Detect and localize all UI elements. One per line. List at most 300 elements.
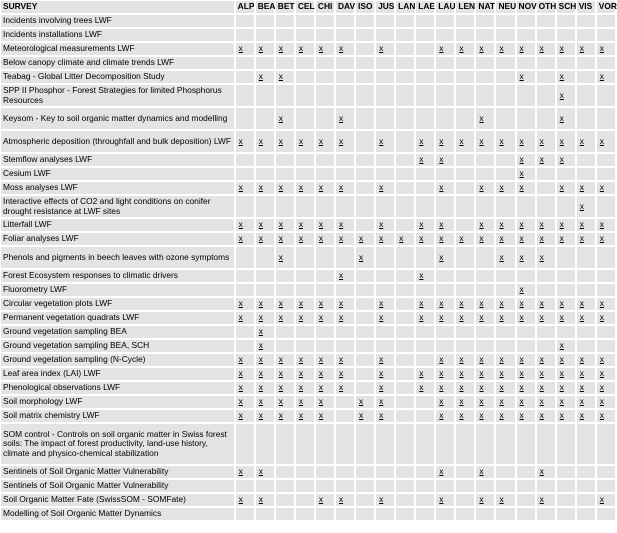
survey-name-cell[interactable]: Fluorometry LWF (1, 284, 234, 296)
mark-cell-vis[interactable]: x (577, 312, 595, 324)
mark-cell-dav (336, 168, 354, 180)
mark-cell-sch[interactable]: x (557, 312, 575, 324)
mark-cell-vor[interactable]: x (597, 396, 615, 408)
mark-cell-oth[interactable]: x (537, 298, 555, 310)
survey-name-cell[interactable]: Incidents involving trees LWF (1, 15, 234, 27)
survey-name-cell[interactable]: Incidents installations LWF (1, 29, 234, 41)
mark-cell-nat[interactable]: x (476, 382, 494, 394)
mark-cell-alp[interactable]: x (236, 410, 254, 422)
mark-cell-lan[interactable]: x (396, 233, 414, 245)
mark-cell-len[interactable]: x (456, 233, 474, 245)
mark-cell-len[interactable]: x (456, 382, 474, 394)
mark-cell-dav[interactable]: x (336, 131, 354, 152)
mark-cell-oth[interactable]: x (537, 247, 555, 268)
mark-cell-jus[interactable]: x (376, 354, 394, 366)
mark-cell-neu[interactable]: x (496, 247, 514, 268)
mark-cell-nov[interactable]: x (517, 284, 535, 296)
mark-cell-len (456, 494, 474, 506)
mark-cell-bet[interactable]: x (276, 396, 294, 408)
mark-cell-sch[interactable]: x (557, 154, 575, 166)
mark-cell-neu[interactable]: x (496, 354, 514, 366)
mark-cell-sch[interactable]: x (557, 354, 575, 366)
survey-name-cell[interactable]: Below canopy climate and climate trends LWF (1, 57, 234, 69)
mark-cell-nat[interactable]: x (476, 494, 494, 506)
mark-cell-vor[interactable]: x (597, 494, 615, 506)
mark-cell-vis[interactable]: x (577, 410, 595, 422)
survey-name-cell[interactable]: Forest Ecosystem responses to climatic drivers (1, 270, 234, 282)
mark-cell-nov[interactable]: x (517, 154, 535, 166)
mark-cell-bea[interactable]: x (256, 410, 274, 422)
mark-cell-len[interactable]: x (456, 354, 474, 366)
mark-cell-alp[interactable]: x (236, 312, 254, 324)
mark-cell-oth[interactable]: x (537, 410, 555, 422)
mark-cell-len (456, 480, 474, 492)
mark-cell-iso[interactable]: x (356, 410, 374, 422)
mark-cell-sch[interactable]: x (557, 182, 575, 194)
mark-cell-bea[interactable]: x (256, 233, 274, 245)
mark-cell-nov[interactable]: x (517, 354, 535, 366)
survey-name-cell[interactable]: Teabag - Global Litter Decomposition Study (1, 71, 234, 83)
mark-cell-sch (557, 508, 575, 520)
survey-name-cell[interactable]: Moss analyses LWF (1, 182, 234, 194)
mark-cell-oth[interactable]: x (537, 466, 555, 478)
survey-name-cell[interactable]: Modelling of Soil Organic Matter Dynamics (1, 508, 234, 520)
survey-name-cell[interactable]: Foliar analyses LWF (1, 233, 234, 245)
mark-cell-cel[interactable]: x (296, 43, 314, 55)
mark-cell-oth[interactable]: x (537, 396, 555, 408)
survey-name-cell[interactable]: Phenols and pigments in beech leaves with ozone symptoms (1, 247, 234, 268)
mark-cell-lae[interactable]: x (416, 154, 434, 166)
mark-cell-nat (476, 284, 494, 296)
mark-cell-bea[interactable]: x (256, 396, 274, 408)
mark-cell-nat[interactable]: x (476, 298, 494, 310)
mark-cell-neu[interactable]: x (496, 494, 514, 506)
mark-cell-vis[interactable]: x (577, 131, 595, 152)
mark-cell-nat[interactable]: x (476, 131, 494, 152)
mark-cell-nat[interactable]: x (476, 182, 494, 194)
mark-cell-alp[interactable]: x (236, 233, 254, 245)
mark-cell-len[interactable]: x (456, 410, 474, 422)
mark-cell-bet[interactable]: x (276, 131, 294, 152)
mark-cell-neu (496, 424, 514, 464)
mark-cell-chi[interactable]: x (316, 494, 334, 506)
mark-cell-bea[interactable]: x (256, 354, 274, 366)
mark-cell-chi[interactable]: x (316, 219, 334, 231)
mark-cell-lau[interactable]: x (436, 466, 454, 478)
mark-cell-neu[interactable]: x (496, 131, 514, 152)
survey-name-cell[interactable]: Ground vegetation sampling (N-Cycle) (1, 354, 234, 366)
mark-cell-jus[interactable]: x (376, 312, 394, 324)
mark-cell-neu[interactable]: x (496, 368, 514, 380)
mark-cell-len (456, 270, 474, 282)
mark-cell-nov[interactable]: x (517, 182, 535, 194)
mark-cell-lau[interactable]: x (436, 382, 454, 394)
survey-name-cell[interactable]: Atmospheric deposition (throughfall and bulk deposition) LWF (1, 131, 234, 152)
mark-cell-jus[interactable]: x (376, 410, 394, 422)
mark-cell-jus[interactable]: x (376, 233, 394, 245)
mark-cell-vor[interactable]: x (597, 298, 615, 310)
mark-cell-sch[interactable]: x (557, 71, 575, 83)
mark-cell-sch[interactable]: x (557, 43, 575, 55)
mark-cell-chi[interactable]: x (316, 382, 334, 394)
mark-cell-lau[interactable]: x (436, 154, 454, 166)
mark-cell-vis[interactable]: x (577, 233, 595, 245)
mark-cell-dav[interactable]: x (336, 494, 354, 506)
mark-cell-nov[interactable]: x (517, 312, 535, 324)
mark-cell-neu[interactable]: x (496, 43, 514, 55)
mark-cell-neu[interactable]: x (496, 382, 514, 394)
mark-cell-vor[interactable]: x (597, 382, 615, 394)
mark-cell-chi (316, 85, 334, 106)
mark-cell-lae (416, 466, 434, 478)
mark-cell-alp[interactable]: x (236, 298, 254, 310)
mark-cell-chi (316, 284, 334, 296)
mark-cell-vor[interactable]: x (597, 43, 615, 55)
mark-cell-iso[interactable]: x (356, 247, 374, 268)
mark-cell-nat[interactable]: x (476, 43, 494, 55)
mark-cell-alp[interactable]: x (236, 131, 254, 152)
mark-cell-bet[interactable]: x (276, 298, 294, 310)
mark-cell-neu[interactable]: x (496, 312, 514, 324)
mark-cell-nov[interactable]: x (517, 168, 535, 180)
mark-cell-oth[interactable]: x (537, 131, 555, 152)
mark-cell-nat[interactable]: x (476, 354, 494, 366)
mark-cell-sch[interactable]: x (557, 233, 575, 245)
survey-name-cell[interactable]: Litterfall LWF (1, 219, 234, 231)
mark-cell-bet[interactable]: x (276, 247, 294, 268)
mark-cell-vis[interactable]: x (577, 43, 595, 55)
mark-cell-vis[interactable]: x (577, 382, 595, 394)
mark-cell-lae[interactable]: x (416, 312, 434, 324)
survey-name-cell[interactable]: Interactive effects of CO2 and light conditions on conifer drought resistance at LWF sites (1, 196, 234, 217)
mark-cell-cel[interactable]: x (296, 298, 314, 310)
mark-cell-bea[interactable]: x (256, 182, 274, 194)
mark-cell-neu[interactable]: x (496, 233, 514, 245)
survey-name-cell[interactable]: Cesium LWF (1, 168, 234, 180)
mark-cell-sch[interactable]: x (557, 340, 575, 352)
mark-cell-chi[interactable]: x (316, 182, 334, 194)
mark-cell-neu[interactable]: x (496, 410, 514, 422)
mark-cell-len[interactable]: x (456, 298, 474, 310)
survey-name-cell[interactable]: Leaf area index (LAI) LWF (1, 368, 234, 380)
mark-cell-lae[interactable]: x (416, 368, 434, 380)
survey-name-cell[interactable]: SOM control - Controls on soil organic matter in Swiss forest soils: The impact of forest productivity, land-use history, climate and physico-chemical stabilization (1, 424, 234, 464)
mark-cell-jus[interactable]: x (376, 131, 394, 152)
mark-cell-dav[interactable]: x (336, 354, 354, 366)
mark-cell-dav[interactable]: x (336, 368, 354, 380)
mark-cell-cel[interactable]: x (296, 312, 314, 324)
mark-cell-dav[interactable]: x (336, 108, 354, 129)
mark-cell-bet[interactable]: x (276, 382, 294, 394)
mark-cell-lau[interactable]: x (436, 354, 454, 366)
mark-cell-oth[interactable]: x (537, 312, 555, 324)
mark-cell-len[interactable]: x (456, 396, 474, 408)
mark-cell-oth[interactable]: x (537, 354, 555, 366)
mark-cell-jus (376, 508, 394, 520)
mark-cell-alp[interactable]: x (236, 43, 254, 55)
mark-cell-cel[interactable]: x (296, 182, 314, 194)
mark-cell-lau[interactable]: x (436, 233, 454, 245)
mark-cell-chi[interactable]: x (316, 233, 334, 245)
mark-cell-chi[interactable]: x (316, 410, 334, 422)
mark-cell-lae[interactable]: x (416, 382, 434, 394)
mark-cell-vor[interactable]: x (597, 312, 615, 324)
mark-cell-dav[interactable]: x (336, 312, 354, 324)
table-row (1, 168, 615, 180)
mark-cell-neu[interactable]: x (496, 298, 514, 310)
mark-cell-dav[interactable]: x (336, 233, 354, 245)
mark-cell-lau[interactable]: x (436, 312, 454, 324)
mark-cell-lae[interactable]: x (416, 270, 434, 282)
mark-cell-chi[interactable]: x (316, 312, 334, 324)
mark-cell-bet[interactable]: x (276, 410, 294, 422)
mark-cell-oth[interactable]: x (537, 382, 555, 394)
mark-cell-bea[interactable]: x (256, 368, 274, 380)
mark-cell-oth[interactable]: x (537, 494, 555, 506)
survey-name-cell[interactable]: Soil matrix chemistry LWF (1, 410, 234, 422)
mark-cell-cel[interactable]: x (296, 410, 314, 422)
mark-cell-lau[interactable]: x (436, 43, 454, 55)
mark-cell-oth[interactable]: x (537, 219, 555, 231)
mark-cell-lae[interactable]: x (416, 131, 434, 152)
mark-cell-nov[interactable]: x (517, 298, 535, 310)
mark-cell-neu[interactable]: x (496, 396, 514, 408)
mark-cell-vor[interactable]: x (597, 71, 615, 83)
mark-cell-bea (256, 108, 274, 129)
mark-cell-alp[interactable]: x (236, 466, 254, 478)
mark-cell-oth[interactable]: x (537, 233, 555, 245)
mark-cell-nat[interactable]: x (476, 368, 494, 380)
mark-cell-sch[interactable]: x (557, 298, 575, 310)
mark-cell-len[interactable]: x (456, 43, 474, 55)
mark-cell-chi[interactable]: x (316, 354, 334, 366)
mark-cell-nov[interactable]: x (517, 382, 535, 394)
mark-cell-vis[interactable]: x (577, 368, 595, 380)
mark-cell-chi[interactable]: x (316, 368, 334, 380)
mark-cell-vor[interactable]: x (597, 410, 615, 422)
mark-cell-nat[interactable]: x (476, 312, 494, 324)
mark-cell-nov[interactable]: x (517, 410, 535, 422)
mark-cell-bea[interactable]: x (256, 340, 274, 352)
mark-cell-sch[interactable]: x (557, 219, 575, 231)
mark-cell-dav[interactable]: x (336, 182, 354, 194)
mark-cell-lae[interactable]: x (416, 219, 434, 231)
survey-name-cell[interactable]: Sentinels of Soil Organic Matter Vulnerability (1, 466, 234, 478)
mark-cell-neu[interactable]: x (496, 182, 514, 194)
mark-cell-bet[interactable]: x (276, 108, 294, 129)
mark-cell-vor[interactable]: x (597, 233, 615, 245)
mark-cell-nat[interactable]: x (476, 466, 494, 478)
mark-cell-vor[interactable]: x (597, 182, 615, 194)
mark-cell-bet[interactable]: x (276, 182, 294, 194)
mark-cell-bea[interactable]: x (256, 466, 274, 478)
mark-cell-lau[interactable]: x (436, 396, 454, 408)
survey-name-cell[interactable]: Ground vegetation sampling BEA (1, 326, 234, 338)
mark-cell-cel[interactable]: x (296, 233, 314, 245)
mark-cell-sch (557, 326, 575, 338)
mark-cell-lau[interactable]: x (436, 368, 454, 380)
mark-cell-lan (396, 196, 414, 217)
mark-cell-lau[interactable]: x (436, 131, 454, 152)
mark-cell-jus[interactable]: x (376, 368, 394, 380)
mark-cell-oth[interactable]: x (537, 43, 555, 55)
mark-cell-lae[interactable]: x (416, 298, 434, 310)
mark-cell-cel (296, 57, 314, 69)
mark-cell-oth[interactable]: x (537, 154, 555, 166)
mark-cell-cel[interactable]: x (296, 396, 314, 408)
mark-cell-jus[interactable]: x (376, 382, 394, 394)
mark-cell-bea[interactable]: x (256, 298, 274, 310)
mark-cell-bea[interactable]: x (256, 494, 274, 506)
mark-cell-alp[interactable]: x (236, 382, 254, 394)
mark-cell-sch[interactable]: x (557, 382, 575, 394)
mark-cell-vis[interactable]: x (577, 219, 595, 231)
mark-cell-cel[interactable]: x (296, 382, 314, 394)
mark-cell-neu[interactable]: x (496, 219, 514, 231)
survey-name-cell[interactable]: Soil Organic Matter Fate (SwissSOM - SOMFate) (1, 494, 234, 506)
mark-cell-nov[interactable]: x (517, 71, 535, 83)
mark-cell-lau (436, 270, 454, 282)
mark-cell-lan (396, 284, 414, 296)
mark-cell-lau[interactable]: x (436, 247, 454, 268)
mark-cell-nov (517, 57, 535, 69)
mark-cell-len[interactable]: x (456, 368, 474, 380)
mark-cell-len[interactable]: x (456, 312, 474, 324)
mark-cell-sch[interactable]: x (557, 131, 575, 152)
mark-cell-len (456, 57, 474, 69)
mark-cell-jus[interactable]: x (376, 396, 394, 408)
mark-cell-cel[interactable]: x (296, 219, 314, 231)
mark-cell-sch[interactable]: x (557, 368, 575, 380)
survey-name-cell[interactable]: SPP II Phosphor - Forest Strategies for limited Phosphorus Resources (1, 85, 234, 106)
mark-cell-sch[interactable]: x (557, 410, 575, 422)
mark-cell-bea[interactable]: x (256, 312, 274, 324)
mark-cell-iso[interactable]: x (356, 233, 374, 245)
mark-cell-bea[interactable]: x (256, 382, 274, 394)
mark-cell-bet[interactable]: x (276, 354, 294, 366)
mark-cell-dav (336, 57, 354, 69)
survey-name-cell[interactable]: Phenological observations LWF (1, 382, 234, 394)
mark-cell-nov[interactable]: x (517, 219, 535, 231)
mark-cell-sch[interactable]: x (557, 85, 575, 106)
mark-cell-dav[interactable]: x (336, 43, 354, 55)
mark-cell-vor[interactable]: x (597, 368, 615, 380)
mark-cell-nat[interactable]: x (476, 410, 494, 422)
mark-cell-jus[interactable]: x (376, 494, 394, 506)
mark-cell-cel[interactable]: x (296, 131, 314, 152)
mark-cell-oth[interactable]: x (537, 368, 555, 380)
mark-cell-sch[interactable]: x (557, 108, 575, 129)
mark-cell-lau[interactable]: x (436, 494, 454, 506)
mark-cell-jus[interactable]: x (376, 298, 394, 310)
mark-cell-vis[interactable]: x (577, 396, 595, 408)
survey-name-cell[interactable]: Stemflow analyses LWF (1, 154, 234, 166)
mark-cell-lae (416, 326, 434, 338)
mark-cell-sch[interactable]: x (557, 396, 575, 408)
mark-cell-nat[interactable]: x (476, 233, 494, 245)
mark-cell-iso[interactable]: x (356, 396, 374, 408)
survey-name-cell[interactable]: Circular vegetation plots LWF (1, 298, 234, 310)
mark-cell-alp[interactable]: x (236, 354, 254, 366)
mark-cell-bet[interactable]: x (276, 43, 294, 55)
mark-cell-lau[interactable]: x (436, 298, 454, 310)
mark-cell-bet[interactable]: x (276, 71, 294, 83)
mark-cell-nov[interactable]: x (517, 43, 535, 55)
survey-name-cell[interactable]: Meteorological measurements LWF (1, 43, 234, 55)
mark-cell-jus[interactable]: x (376, 182, 394, 194)
mark-cell-nov (517, 466, 535, 478)
mark-cell-nov[interactable]: x (517, 368, 535, 380)
mark-cell-nat[interactable]: x (476, 108, 494, 129)
survey-name-cell[interactable]: Keysom - Key to soil organic matter dynamics and modelling (1, 108, 234, 129)
mark-cell-bet[interactable]: x (276, 312, 294, 324)
survey-name-cell[interactable]: Sentinels of Soil Organic Matter Vulnerability (1, 480, 234, 492)
mark-cell-nat[interactable]: x (476, 219, 494, 231)
mark-cell-vor[interactable]: x (597, 219, 615, 231)
mark-cell-chi[interactable]: x (316, 43, 334, 55)
mark-cell-vis[interactable]: x (577, 196, 595, 217)
mark-cell-nov[interactable]: x (517, 131, 535, 152)
mark-cell-bea[interactable]: x (256, 43, 274, 55)
mark-cell-bea[interactable]: x (256, 326, 274, 338)
mark-cell-nov[interactable]: x (517, 396, 535, 408)
survey-name-cell[interactable]: Soil morphology LWF (1, 396, 234, 408)
mark-cell-alp[interactable]: x (236, 219, 254, 231)
mark-cell-nov[interactable]: x (517, 233, 535, 245)
mark-cell-bea[interactable]: x (256, 71, 274, 83)
mark-cell-lau[interactable]: x (436, 182, 454, 194)
mark-cell-vis[interactable]: x (577, 182, 595, 194)
mark-cell-vis[interactable]: x (577, 298, 595, 310)
mark-cell-alp[interactable]: x (236, 494, 254, 506)
mark-cell-bet[interactable]: x (276, 219, 294, 231)
mark-cell-cel[interactable]: x (296, 368, 314, 380)
mark-cell-nat (476, 15, 494, 27)
mark-cell-chi[interactable]: x (316, 298, 334, 310)
mark-cell-dav[interactable]: x (336, 270, 354, 282)
mark-cell-vor[interactable]: x (597, 354, 615, 366)
mark-cell-dav[interactable]: x (336, 219, 354, 231)
mark-cell-lae (416, 410, 434, 422)
mark-cell-alp[interactable]: x (236, 396, 254, 408)
mark-cell-lau[interactable]: x (436, 410, 454, 422)
mark-cell-vis[interactable]: x (577, 354, 595, 366)
mark-cell-bea[interactable]: x (256, 219, 274, 231)
mark-cell-vor[interactable]: x (597, 131, 615, 152)
mark-cell-chi[interactable]: x (316, 131, 334, 152)
mark-cell-bet[interactable]: x (276, 368, 294, 380)
mark-cell-bet[interactable]: x (276, 233, 294, 245)
mark-cell-jus[interactable]: x (376, 219, 394, 231)
mark-cell-nov[interactable]: x (517, 247, 535, 268)
mark-cell-lau[interactable]: x (436, 219, 454, 231)
mark-cell-lae[interactable]: x (416, 233, 434, 245)
survey-name-cell[interactable]: Ground vegetation sampling BEA, SCH (1, 340, 234, 352)
mark-cell-len (456, 424, 474, 464)
mark-cell-dav[interactable]: x (336, 382, 354, 394)
mark-cell-bea[interactable]: x (256, 131, 274, 152)
mark-cell-alp[interactable]: x (236, 368, 254, 380)
mark-cell-cel[interactable]: x (296, 354, 314, 366)
mark-cell-alp[interactable]: x (236, 182, 254, 194)
mark-cell-jus[interactable]: x (376, 43, 394, 55)
mark-cell-dav[interactable]: x (336, 298, 354, 310)
survey-name-cell[interactable]: Permanent vegetation quadrats LWF (1, 312, 234, 324)
mark-cell-lau (436, 326, 454, 338)
mark-cell-nat[interactable]: x (476, 396, 494, 408)
mark-cell-chi[interactable]: x (316, 396, 334, 408)
mark-cell-len[interactable]: x (456, 131, 474, 152)
